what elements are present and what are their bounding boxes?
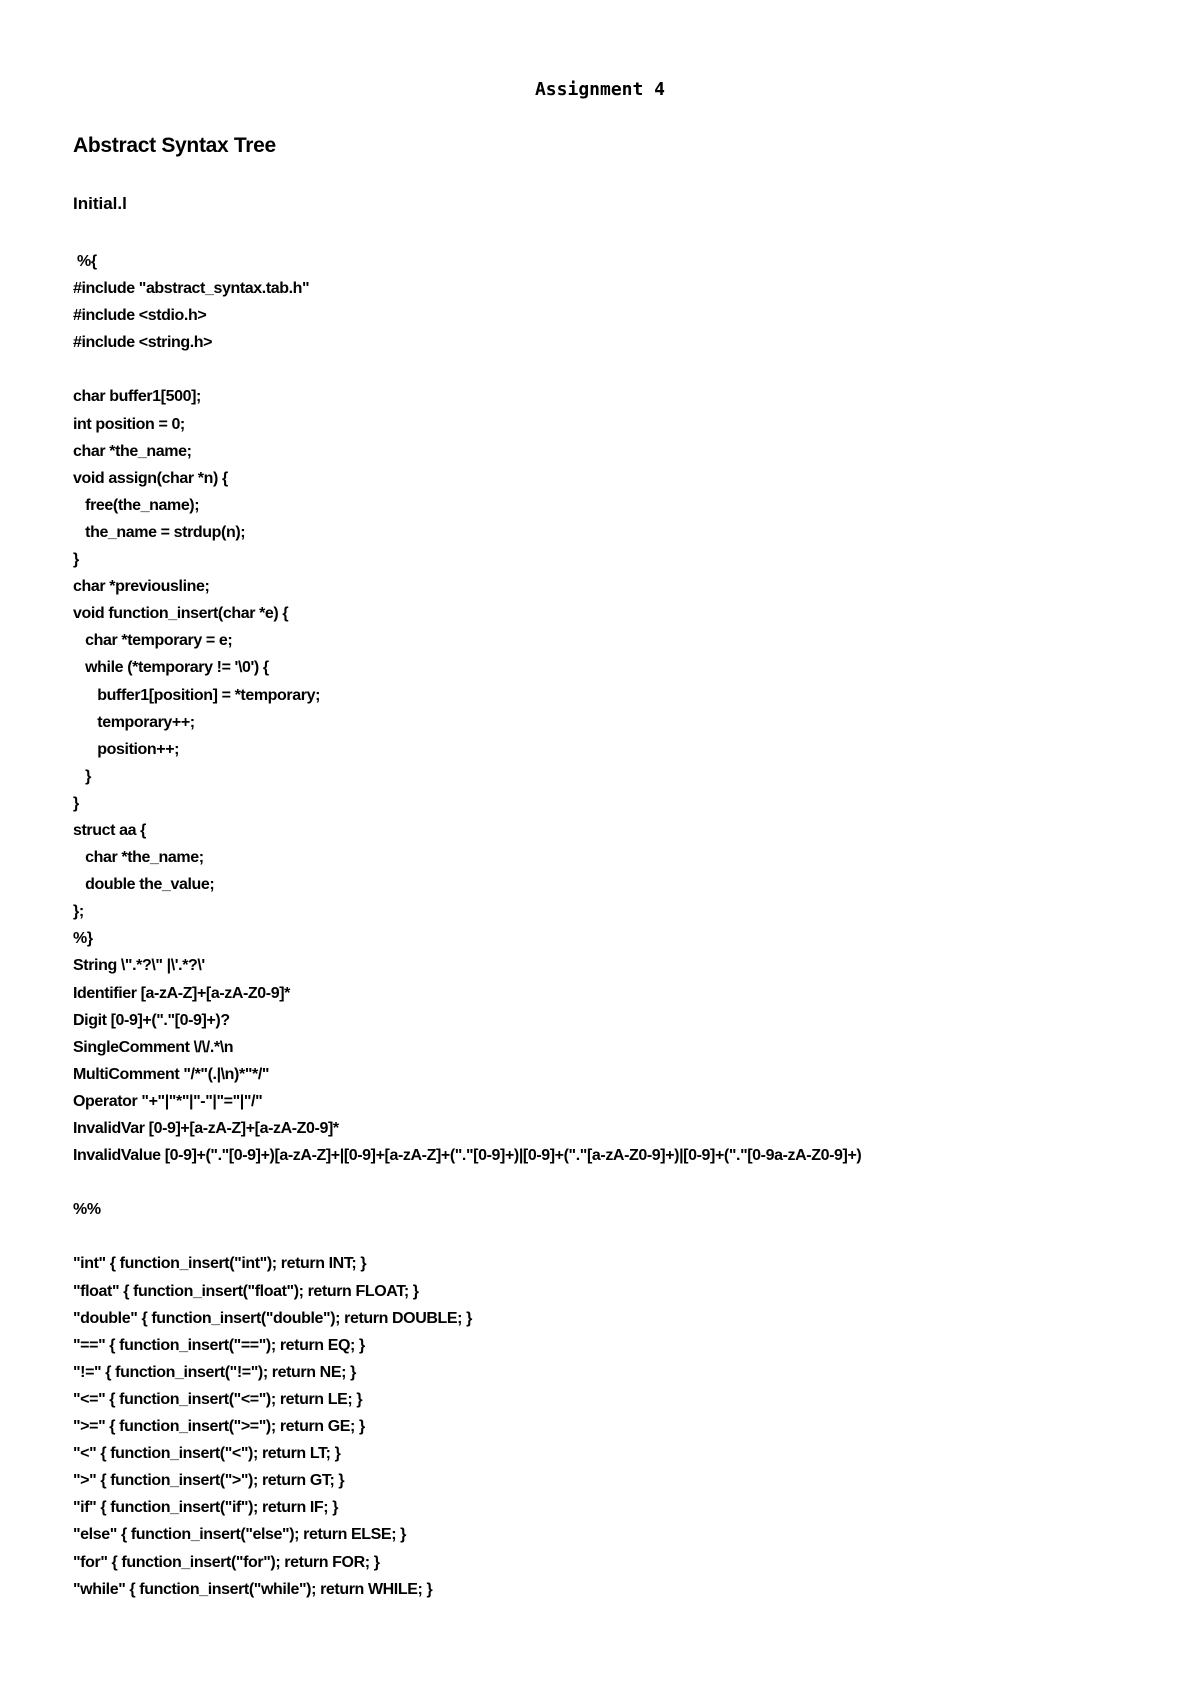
code-line: int position = 0; (73, 415, 185, 433)
code-line: } (73, 794, 79, 812)
code-line: %% (73, 1201, 101, 1219)
code-line: temporary++; (73, 713, 195, 731)
code-line (73, 356, 1153, 383)
code-line: "!=" { function_insert("!="); return NE; } (73, 1363, 356, 1381)
code-line: struct aa { (73, 821, 146, 839)
code-line: char *temporary = e; (73, 632, 233, 650)
code-line: #include <string.h> (73, 334, 213, 352)
code-line: Digit [0-9]+("."[0-9]+)? (73, 1011, 230, 1029)
code-line: void assign(char *n) { (73, 469, 228, 487)
code-line: char *the_name; (73, 849, 204, 867)
code-line: void function_insert(char *e) { (73, 605, 289, 623)
code-line: %{ (73, 253, 97, 270)
code-line: char *previousline; (73, 578, 210, 596)
code-line: "float" { function_insert("float"); return FLOAT; } (73, 1282, 419, 1300)
code-line: "while" { function_insert("while"); return WHILE; } (73, 1580, 433, 1598)
code-line: while (*temporary != '\0') { (73, 659, 269, 677)
code-line: char *the_name; (73, 442, 192, 460)
code-line: Operator "+"|"*"|"-"|"="|"/" (73, 1092, 263, 1110)
code-line: %} (73, 930, 93, 948)
code-line (73, 1223, 1153, 1250)
code-line: } (73, 767, 91, 785)
code-line: "else" { function_insert("else"); return ELSE; } (73, 1526, 406, 1544)
code-line: "double" { function_insert("double"); return DOUBLE; } (73, 1309, 472, 1327)
code-line: #include "abstract_syntax.tab.h" (73, 280, 310, 298)
file-name: Initial.l (73, 194, 127, 213)
code-line: buffer1[position] = *temporary; (73, 686, 321, 704)
code-line: free(the_name); (73, 496, 200, 514)
code-line: SingleComment \/\/.*\n (73, 1038, 234, 1056)
code-line: InvalidVar [0-9]+[a-zA-Z]+[a-zA-Z0-9]* (73, 1120, 339, 1137)
code-line: "for" { function_insert("for"); return FOR; } (73, 1553, 380, 1571)
code-line: String \".*?\" |\'.*?\' (73, 957, 205, 975)
code-line: position++; (73, 740, 180, 758)
code-line: ">=" { function_insert(">="); return GE; } (73, 1418, 365, 1436)
code-line: "<=" { function_insert("<="); return LE; } (73, 1390, 363, 1408)
code-line: InvalidValue [0-9]+("."[0-9]+)[a-zA-Z]+|[0-9]+[a-zA-Z]+("."[0-9]+)|[0-9]+("."[a-zA-Z0-9]+)|[0-9]+("."[0-9a-zA-Z0-9]+) (73, 1147, 862, 1165)
code-line: "if" { function_insert("if"); return IF; } (73, 1499, 339, 1517)
code-line: ">" { function_insert(">"); return GT; } (73, 1472, 345, 1490)
code-line: the_name = strdup(n); (73, 523, 246, 541)
code-line: MultiComment "/*"(.|\n)*"*/" (73, 1065, 270, 1083)
page-title: Assignment 4 (534, 79, 666, 100)
code-line: "<" { function_insert("<"); return LT; } (73, 1445, 341, 1463)
section-heading: Abstract Syntax Tree (73, 134, 276, 157)
code-line: double the_value; (73, 876, 215, 894)
code-line: }; (73, 903, 84, 921)
code-line: "==" { function_insert("=="); return EQ; } (73, 1336, 365, 1354)
code-line: "int" { function_insert("int"); return INT; } (73, 1255, 367, 1273)
code-line: char buffer1[500]; (73, 388, 201, 406)
code-line: Identifier [a-zA-Z]+[a-zA-Z0-9]* (73, 984, 290, 1002)
code-listing (73, 248, 1153, 1603)
code-line: } (73, 551, 79, 569)
code-line (73, 1169, 1153, 1196)
code-line: #include <stdio.h> (73, 307, 207, 325)
